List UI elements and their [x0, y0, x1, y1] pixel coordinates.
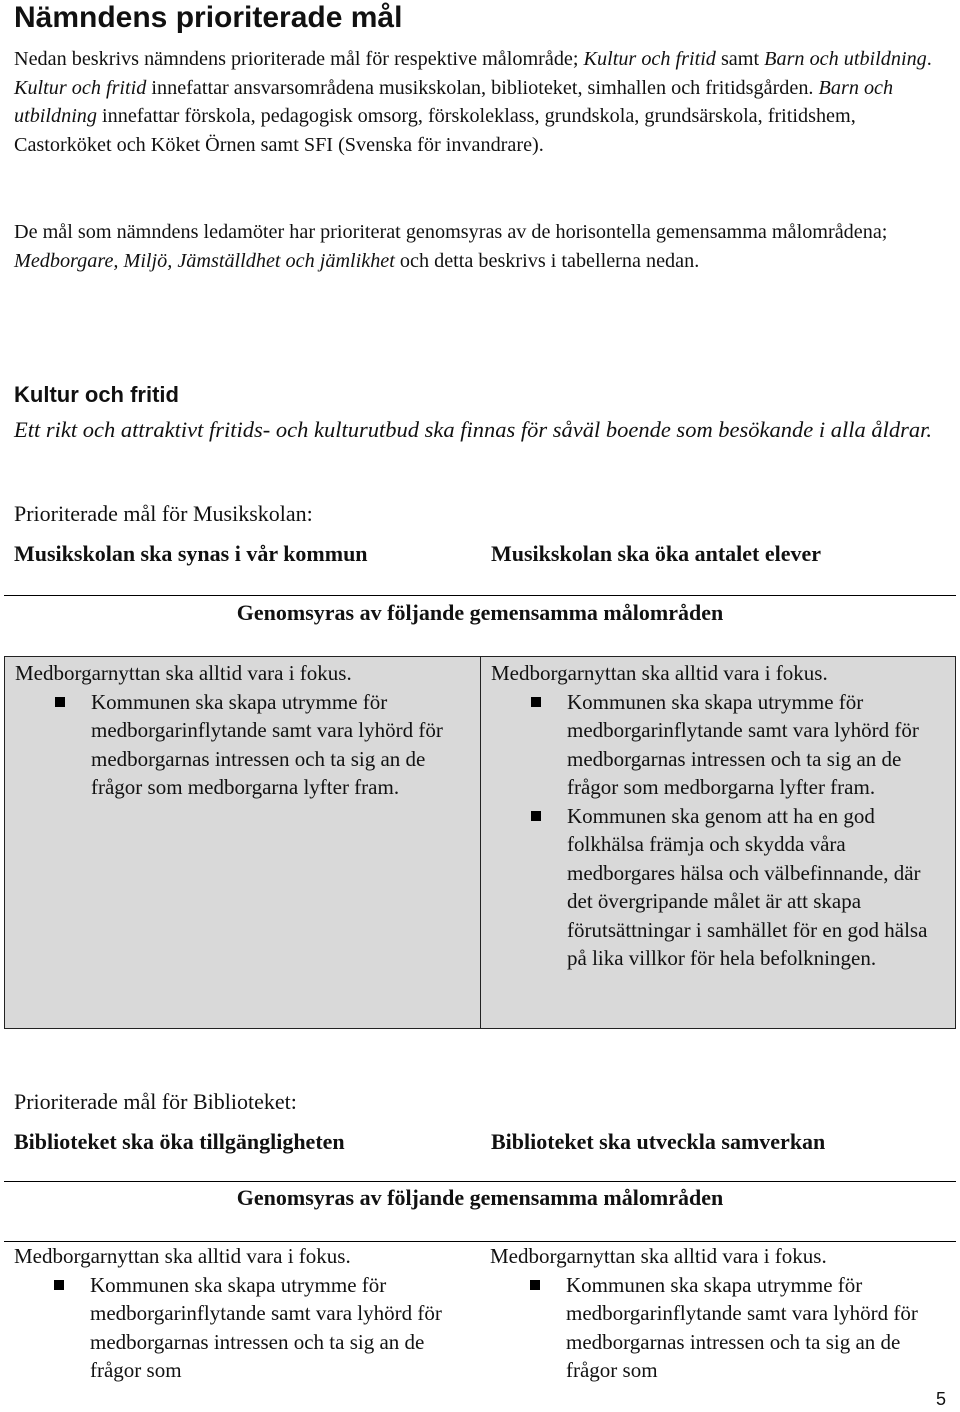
- bullet-item: [567, 688, 945, 802]
- bibl-goal-right: Biblioteket ska utveckla samverkan: [491, 1129, 826, 1154]
- section-heading: Kultur och fritid: [14, 382, 179, 407]
- musik-goal-right: Musikskolan ska öka antalet elever: [491, 541, 822, 566]
- bullet-item: [90, 1271, 470, 1385]
- musik-left-cell: [5, 657, 481, 1028]
- bibl-common-title: Genomsyras av följande gemensamma målområden: [236, 1185, 724, 1210]
- page-number: 5: [935, 1389, 946, 1409]
- musik-right-cell: [481, 657, 955, 1028]
- text-run: Nedan beskrivs nämndens prioriterade mål för respektive målområde;: [14, 48, 584, 70]
- cell-heading: Medborgarnyttan ska alltid vara i fokus.: [490, 1244, 827, 1268]
- italic-text: Barn och utbildning: [764, 48, 927, 70]
- italic-text: Barn och utbildning: [14, 76, 894, 127]
- bullet-list: [14, 1271, 470, 1385]
- bullet-text: Kommunen ska skapa utrymme för medborgarinflytande samt vara lyhörd för medborgarnas intressen och ta sig an de frågor som medborgarna lyfter fram.: [567, 689, 919, 799]
- bullet-text: Kommunen ska skapa utrymme för medborgarinflytande samt vara lyhörd för medborgarnas intressen och ta sig an de frågor som: [90, 1272, 442, 1382]
- musik-common-table: [4, 656, 956, 1029]
- bibl-common-table: [4, 1241, 956, 1401]
- text-run: samt: [715, 48, 765, 70]
- bibl-right-cell: [480, 1241, 954, 1401]
- bullet-item: [567, 802, 945, 973]
- musik-goal-left: Musikskolan ska synas i vår kommun: [14, 541, 368, 566]
- text-run: och detta beskrivs i tabellerna nedan.: [394, 249, 700, 272]
- square-bullet-icon: [530, 1280, 540, 1290]
- text-run: .: [926, 48, 932, 70]
- square-bullet-icon: [54, 1280, 64, 1290]
- bullet-item: [566, 1271, 944, 1385]
- bullet-text: Kommunen ska skapa utrymme för medborgarinflytande samt vara lyhörd för medborgarnas intressen och ta sig an de frågor som medborgarna lyfter fram.: [91, 689, 443, 799]
- text-run: De mål som nämndens ledamöter har prioriterat genomsyras av de horisontella gemensamma målområdena;: [14, 221, 888, 243]
- bullet-list: [491, 688, 945, 973]
- divider: [4, 1181, 956, 1182]
- square-bullet-icon: [55, 697, 65, 707]
- square-bullet-icon: [531, 811, 541, 821]
- cell-heading: Medborgarnyttan ska alltid vara i fokus.: [15, 661, 352, 685]
- square-bullet-icon: [531, 697, 541, 707]
- divider: [4, 595, 956, 596]
- italic-text: Kultur och fritid: [583, 48, 716, 70]
- bibl-priority-label: Prioriterade mål för Biblioteket:: [14, 1089, 297, 1114]
- bullet-text: Kommunen ska skapa utrymme för medborgarinflytande samt vara lyhörd för medborgarnas intressen och ta sig an de frågor som: [566, 1272, 918, 1382]
- bibl-goal-left: Biblioteket ska öka tillgängligheten: [14, 1129, 345, 1154]
- bullet-list: [490, 1271, 944, 1385]
- italic-text: Medborgare, Miljö, Jämställdhet och jämlikhet: [14, 249, 395, 272]
- cell-heading: Medborgarnyttan ska alltid vara i fokus.: [14, 1244, 351, 1268]
- intro-paragraph: [14, 45, 946, 159]
- bullet-text: Kommunen ska genom att ha en god folkhälsa främja och skydda våra medborgares hälsa och välbefinnande, där det övergripande målet är att skapa förutsättningar i samhället för en god hälsa på lika villkor för hela befolkningen.: [567, 803, 928, 970]
- section-goal: Ett rikt och attraktivt fritids- och kulturutbud ska finnas för såväl boende som besökande i alla åldrar.: [14, 417, 933, 442]
- bullet-list: [15, 688, 470, 802]
- text-run: innefattar ansvarsområdena musikskolan, biblioteket, simhallen och fritidsgården.: [146, 76, 819, 99]
- musik-common-title: Genomsyras av följande gemensamma målområden: [236, 600, 724, 625]
- musik-priority-label: Prioriterade mål för Musikskolan:: [14, 501, 313, 526]
- page-title: Nämndens prioriterade mål: [14, 1, 403, 34]
- intro-paragraph-2: [14, 218, 946, 275]
- bullet-item: [91, 688, 470, 802]
- bibl-left-cell: [4, 1241, 480, 1401]
- text-run: innefattar förskola, pedagogisk omsorg, förskoleklass, grundskola, grundsärskola, fritidshem, Castorköket och Köket Örnen samt SFI (Svenska för invandrare).: [14, 105, 856, 156]
- italic-text: Kultur och fritid: [14, 76, 147, 99]
- cell-heading: Medborgarnyttan ska alltid vara i fokus.: [491, 661, 828, 685]
